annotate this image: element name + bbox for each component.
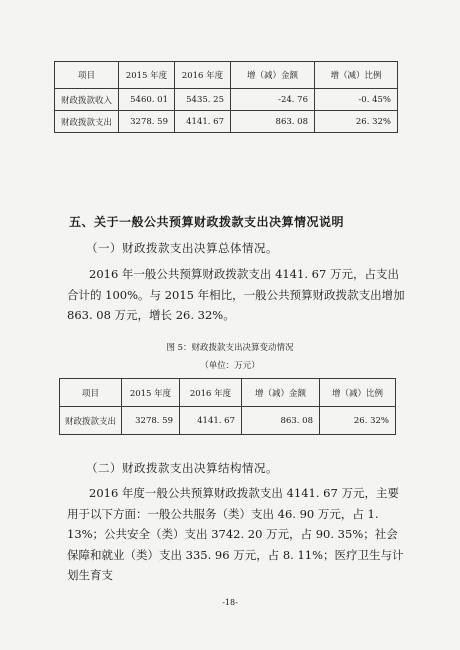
table-row xyxy=(55,111,398,133)
table-header-cell: 项目 xyxy=(60,379,122,407)
table-cell: 财政拨款支出 xyxy=(60,407,122,435)
table-header-cell: 增（减）金额 xyxy=(242,379,320,407)
table-header-cell: 增（减）金额 xyxy=(231,62,315,89)
table-header-cell: 2015 年度 xyxy=(119,62,175,89)
table-header-row xyxy=(55,62,398,89)
body-paragraph: 2016 年一般公共预算财政拨款支出 4141. 67 万元，占支出合计的 100%。与 2015 年相比，一般公共预算财政拨款支出增加 863. 08 万元，增长 26. 32%。 xyxy=(67,267,405,322)
body-paragraph: 2016 年度一般公共预算财政拨款支出 4141. 67 万元，主要用于以下方面：一般公共服务（类）支出 46. 90 万元，占 1. 13%；公共安全（类）支出 3742. 20 万元，占 90. 35%；社会保障和就业（类）支出 335. 96 万元，占 8. 11%；医疗卫生与计划生育支 xyxy=(67,486,404,582)
table-cell: 5460. 01 xyxy=(119,89,175,111)
table-header-cell: 增（减）比例 xyxy=(320,379,396,407)
table-cell: -24. 76 xyxy=(231,89,315,111)
table-header-row xyxy=(60,379,396,407)
budget-income-expense-table xyxy=(54,61,398,133)
table-cell: 财政拨款收入 xyxy=(55,89,119,111)
table-row xyxy=(55,89,398,111)
table-cell: 5435. 25 xyxy=(175,89,231,111)
table-cell: 26. 32% xyxy=(315,111,398,133)
subsection-heading: （二）财政拨款支出决算结构情况。 xyxy=(86,461,278,475)
unit-label: （单位：万元） xyxy=(200,361,260,371)
expense-change-table xyxy=(59,378,396,435)
table-cell: 4141. 67 xyxy=(180,407,242,435)
figure-caption: 图 5：财政拨款支出决算变动情况 xyxy=(166,343,294,353)
table-header-cell: 增（减）比例 xyxy=(315,62,398,89)
subsection-heading: （一）财政拨款支出决算总体情况。 xyxy=(86,241,278,255)
table-header-cell: 2016 年度 xyxy=(175,62,231,89)
table-header-cell: 2016 年度 xyxy=(180,379,242,407)
table-cell: 863. 08 xyxy=(231,111,315,133)
table-cell: 26. 32% xyxy=(320,407,396,435)
table-cell: 4141. 67 xyxy=(175,111,231,133)
table-cell: -0. 45% xyxy=(315,89,398,111)
table-cell: 财政拨款支出 xyxy=(55,111,119,133)
table-row xyxy=(60,407,396,435)
table-cell: 3278. 59 xyxy=(122,407,180,435)
page-number: -18- xyxy=(222,598,238,607)
table-cell: 863. 08 xyxy=(242,407,320,435)
table-cell: 3278. 59 xyxy=(119,111,175,133)
table-header-cell: 项目 xyxy=(55,62,119,89)
section-heading: 五、关于一般公共预算财政拨款支出决算情况说明 xyxy=(69,215,345,229)
table-header-cell: 2015 年度 xyxy=(122,379,180,407)
